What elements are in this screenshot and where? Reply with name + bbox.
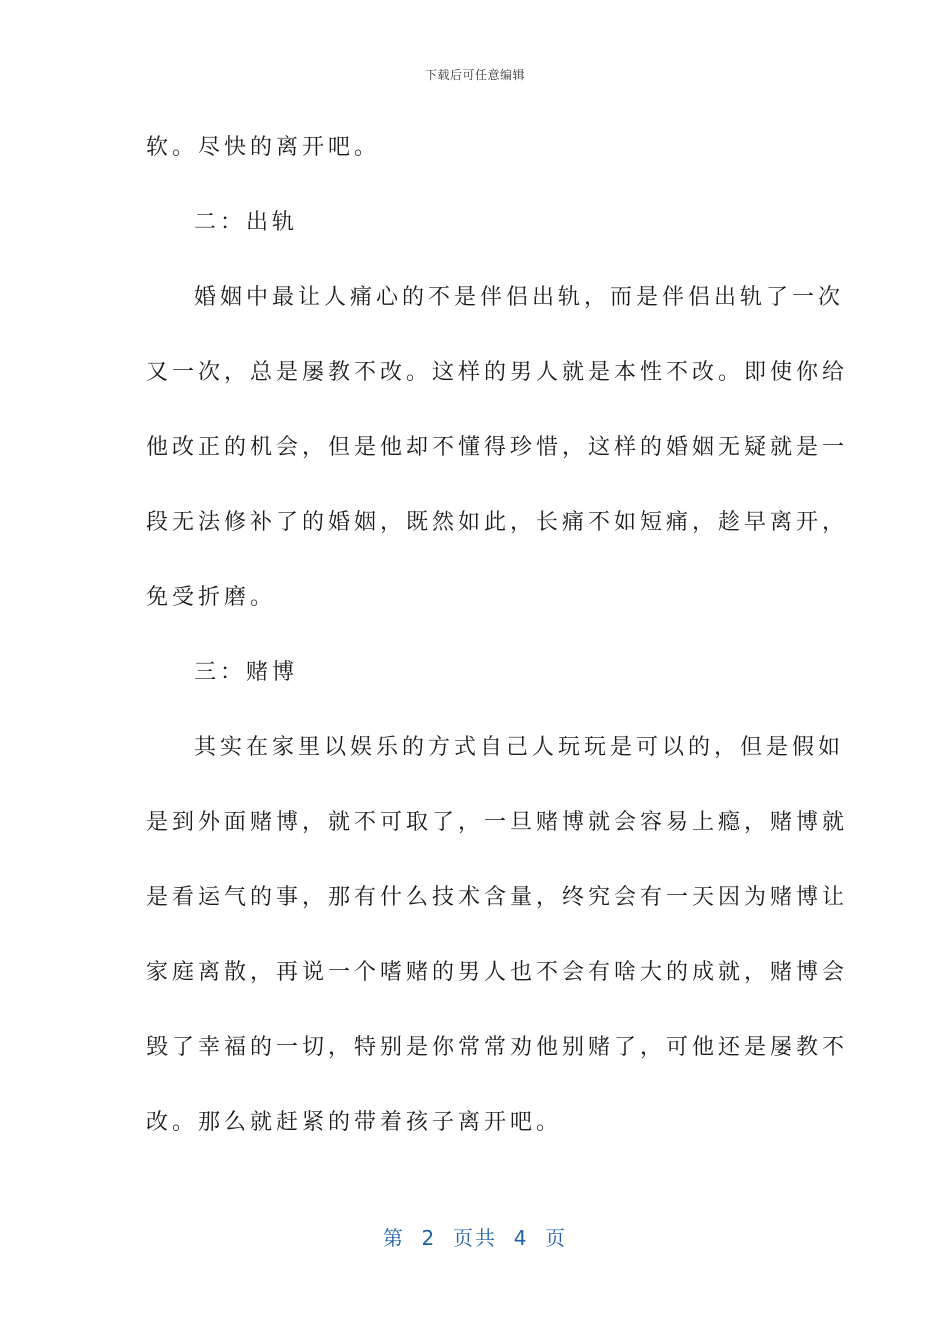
text-line: 他改正的机会，但是他却不懂得珍惜，这样的婚姻无疑就是一: [146, 435, 849, 460]
text-line: 是看运气的事，那有什么技术含量，终究会有一天因为赌博让: [146, 885, 849, 910]
text-line: 又一次，总是屡教不改。这样的男人就是本性不改。即使你给: [146, 360, 849, 385]
text-line: 是到外面赌博，就不可取了，一旦赌博就会容易上瘾，赌博就: [146, 810, 849, 835]
section-heading: 二：出轨: [194, 210, 299, 235]
page-header-note: 下载后可任意编辑: [424, 68, 525, 82]
text-line: 段无法修补了的婚姻，既然如此，长痛不如短痛，趁早离开，: [146, 510, 849, 535]
document-body: [146, 110, 849, 1160]
text-line: 改。那么就赶紧的带着孩子离开吧。: [146, 1110, 563, 1135]
text-line: 家庭离散，再说一个嗜赌的男人也不会有啥大的成就，赌博会: [146, 960, 849, 985]
text-line: 婚姻中最让人痛心的不是伴侣出轨，而是伴侣出轨了一次: [194, 285, 845, 310]
text-line: 毁了幸福的一切，特别是你常常劝他别赌了，可他还是屡教不: [146, 1035, 849, 1060]
text-line: 其实在家里以娱乐的方式自己人玩玩是可以的，但是假如: [194, 735, 845, 760]
text-line: 免受折磨。: [146, 585, 277, 610]
section-heading: 三：赌博: [194, 660, 299, 685]
text-line: 软。尽快的离开吧。: [146, 135, 381, 160]
page-number-footer: 第 2 页共 4 页: [382, 1226, 568, 1250]
